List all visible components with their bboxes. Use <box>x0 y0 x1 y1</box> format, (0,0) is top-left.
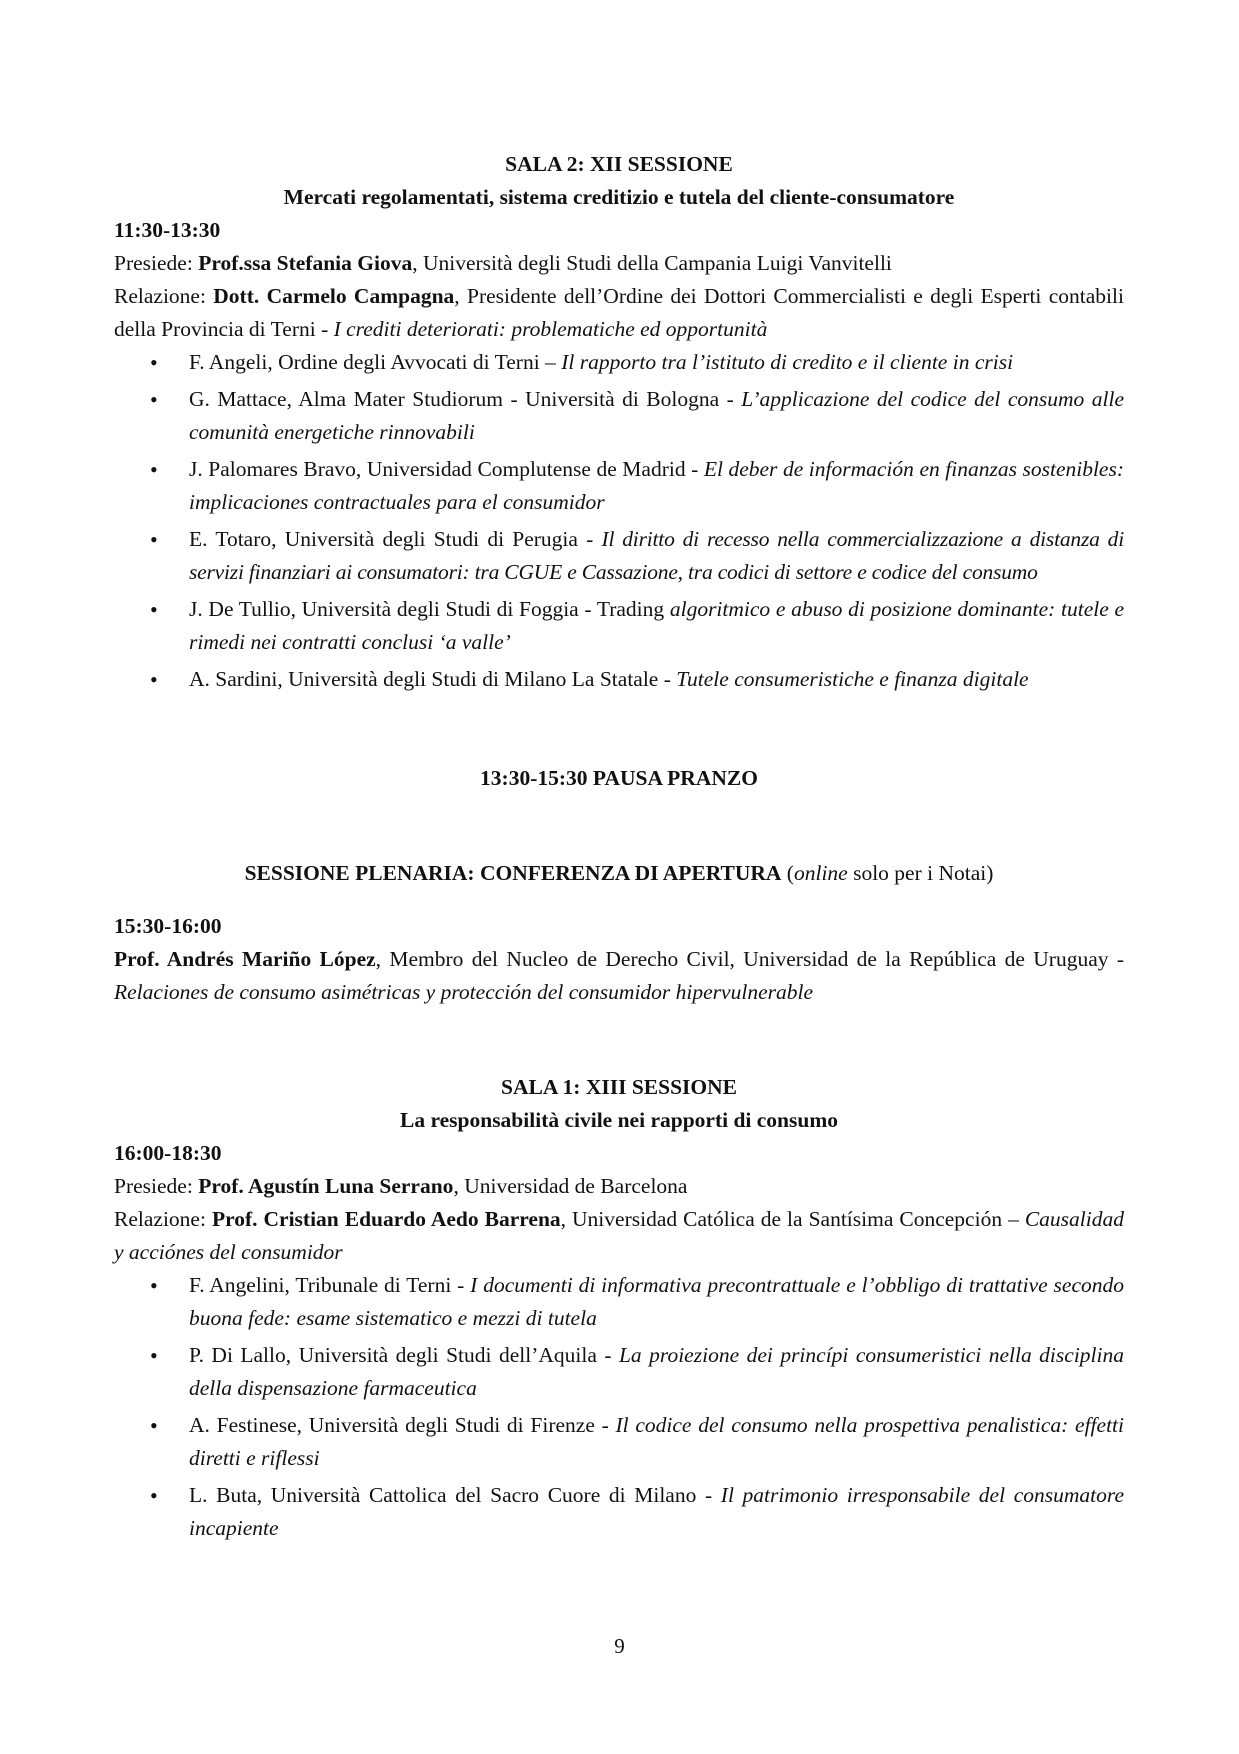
session-report <box>114 280 1124 346</box>
report-affiliation: , Presidente dell’Ordine dei Dottori Commercialisti e degli Esperti contabili della Provincia di Terni - <box>114 284 1124 341</box>
session-report <box>114 1203 1124 1269</box>
talk-author: F. Angeli, Ordine degli Avvocati di Terni – <box>189 350 562 374</box>
list-item <box>189 453 1124 519</box>
report-affiliation: , Universidad Católica de la Santísima Concepción – <box>560 1207 1025 1231</box>
report-title: Causalidad y acciónes del consumidor <box>114 1207 1124 1264</box>
plenary-heading-line <box>114 857 1124 890</box>
talk-author: J. Palomares Bravo, Universidad Complutense de Madrid - <box>189 457 704 481</box>
session-time: 11:30-13:30 <box>114 218 221 242</box>
plenary-affiliation: , Membro del Nucleo de Derecho Civil, Universidad de la República de Uruguay - <box>375 947 1124 971</box>
list-item <box>189 1269 1124 1335</box>
chair-name: Prof.ssa Stefania Giova <box>198 251 413 275</box>
session-heading: SALA 2: XII SESSIONE <box>505 152 733 176</box>
session-chair <box>114 247 1124 280</box>
talk-title: Il patrimonio irresponsabile del consumatore incapiente <box>189 1483 1124 1540</box>
talk-title: El deber de información en finanzas sostenibles: implicaciones contractuales para el consumidor <box>189 457 1125 514</box>
talk-title: algoritmico e abuso di posizione dominante: tutele e rimedi nei contratti conclusi ‘a valle’ <box>189 597 1124 654</box>
session-heading: SALA 1: XIII SESSIONE <box>501 1075 737 1099</box>
talk-list <box>114 1269 1124 1545</box>
session-time: 16:00-18:30 <box>114 1141 222 1165</box>
session-title: La responsabilità civile nei rapporti di consumo <box>400 1108 838 1132</box>
chair-affiliation: , Universidad de Barcelona <box>453 1174 688 1198</box>
talk-author: J. De Tullio, Università degli Studi di Foggia - Trading <box>189 597 670 621</box>
list-item <box>189 663 1124 696</box>
list-item <box>189 523 1124 589</box>
talk-title: Il rapporto tra l’istituto di credito e il cliente in crisi <box>561 350 1014 374</box>
lunch-break: 13:30-15:30 PAUSA PRANZO <box>480 766 758 790</box>
report-prefix: Relazione: <box>114 284 214 308</box>
talk-author: A. Festinese, Università degli Studi di Firenze - <box>189 1413 616 1437</box>
talk-title: I documenti di informativa precontrattuale e l’obbligo di trattative secondo buona fede: esame sistematico e mezzi di tutela <box>189 1273 1124 1330</box>
report-prefix: Relazione: <box>114 1207 212 1231</box>
plenary-speaker: Prof. Andrés Mariño López <box>114 947 376 971</box>
session-title: Mercati regolamentati, sistema creditizio e tutela del cliente-consumatore <box>283 185 955 209</box>
report-name: Dott. Carmelo Campagna <box>213 284 455 308</box>
talk-author: P. Di Lallo, Università degli Studi dell’Aquila - <box>189 1343 619 1367</box>
plenary-note-italic: online <box>793 861 848 885</box>
plenary-heading: SESSIONE PLENARIA: CONFERENZA DI APERTURA <box>244 861 782 885</box>
talk-author: F. Angelini, Tribunale di Terni - <box>189 1273 471 1297</box>
talk-title: Il diritto di recesso nella commercializzazione a distanza di servizi finanziari ai consumatori: tra CGUE e Cassazione, tra codici di settore e codice del consumo <box>189 527 1124 584</box>
list-item <box>189 383 1124 449</box>
plenary-note-rest: solo per i Notai) <box>847 861 994 885</box>
plenary-time: 15:30-16:00 <box>114 914 222 938</box>
talk-author: E. Totaro, Università degli Studi di Perugia - <box>189 527 602 551</box>
talk-author: A. Sardini, Università degli Studi di Milano La Statale - <box>189 667 677 691</box>
list-item <box>189 1479 1124 1545</box>
list-item <box>189 1409 1124 1475</box>
chair-prefix: Presiede: <box>114 1174 199 1198</box>
talk-title: Tutele consumeristiche e finanza digitale <box>676 667 1029 691</box>
talk-title: L’applicazione del codice del consumo alle comunità energetiche rinnovabili <box>189 387 1124 444</box>
chair-name: Prof. Agustín Luna Serrano <box>198 1174 454 1198</box>
talk-title: La proiezione dei princípi consumeristici nella disciplina della dispensazione farmaceutica <box>189 1343 1124 1400</box>
chair-affiliation: , Università degli Studi della Campania Luigi Vanvitelli <box>412 251 892 275</box>
page-content <box>114 148 1124 1549</box>
list-item <box>189 346 1124 379</box>
list-item <box>189 1339 1124 1405</box>
talk-author: G. Mattace, Alma Mater Studiorum - Università di Bologna - <box>189 387 742 411</box>
chair-prefix: Presiede: <box>114 251 199 275</box>
talk-title: Il codice del consumo nella prospettiva penalistica: effetti diretti e riflessi <box>189 1413 1124 1470</box>
plenary-talk-title: Relaciones de consumo asimétricas y protección del consumidor hipervulnerable <box>114 980 813 1004</box>
list-item <box>189 593 1124 659</box>
talk-author: L. Buta, Università Cattolica del Sacro Cuore di Milano - <box>189 1483 721 1507</box>
page-number: 9 <box>614 1634 625 1658</box>
talk-list <box>114 346 1124 696</box>
report-name: Prof. Cristian Eduardo Aedo Barrena <box>211 1207 561 1231</box>
plenary-speaker-line <box>114 943 1124 1009</box>
report-title: I crediti deteriorati: problematiche ed opportunità <box>333 317 768 341</box>
session-chair <box>114 1170 1124 1203</box>
plenary-note-open: ( <box>781 861 794 885</box>
